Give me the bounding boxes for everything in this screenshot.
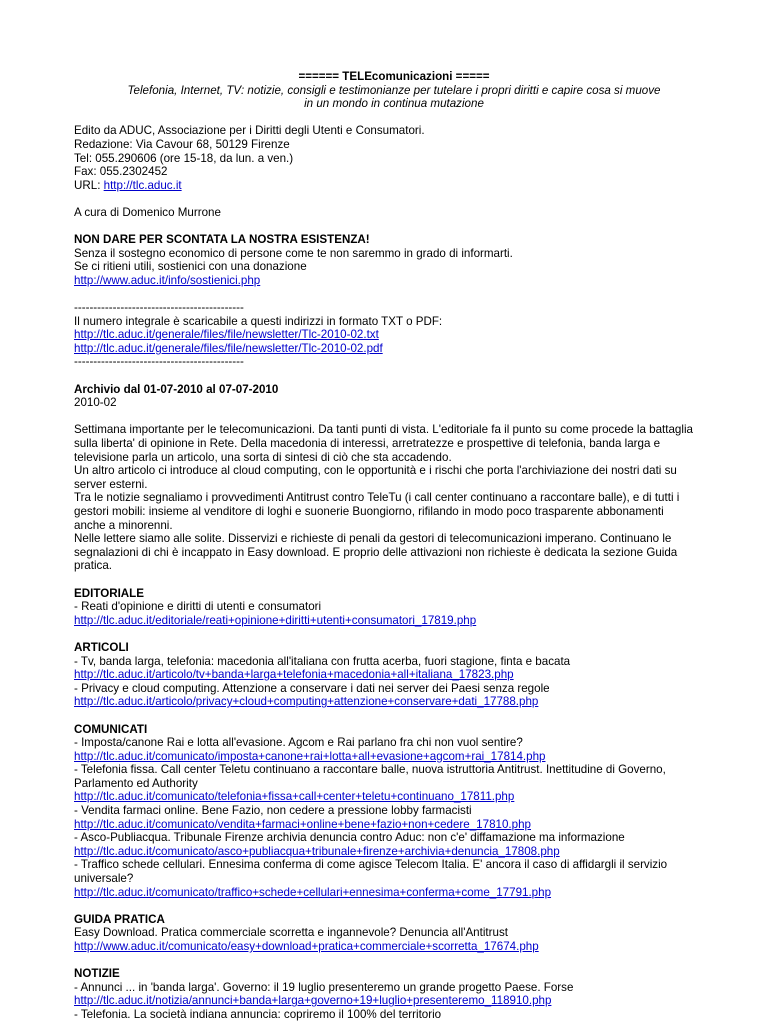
list-item-continuation: universale? [74,872,134,886]
comunicati-section [74,723,714,900]
newsletter-page [74,70,714,1035]
list-item: - Tv, banda larga, telefonia: macedonia all'italiana con frutta acerba, fuori stagione, finta e bacata [74,654,571,668]
guida-link[interactable]: http://www.aduc.it/comunicato/easy+download+pratica+commerciale+scorretta_17674.php [74,940,539,953]
newsletter-header [74,70,714,111]
notizia-link[interactable]: http://tlc.aduc.it/notizia/annunci+banda+larga+governo+19+luglio+presenteremo_118910.php [74,994,552,1008]
divider-bottom: -------------------------------------------- [74,355,244,369]
site-link[interactable]: http://tlc.aduc.it [103,178,182,192]
list-item: - Asco-Publiacqua. Tribunale Firenze archivia denuncia contro Aduc: non c'e' diffamazione ma informazione [74,831,625,845]
notizie-section [74,967,714,1021]
list-item: - Reati d'opinione e diritti di utenti e consumatori [74,600,322,614]
phone-line: Tel: 055.290606 (ore 15-18, da lun. a ven.) [74,151,294,165]
list-item: - Telefonia fissa. Call center Teletu continuano a raccontare balle, nuova istruttoria Antitrust. Inettitudine di Governo, [74,763,666,777]
article-link[interactable]: http://tlc.aduc.it/articolo/tv+banda+larga+telefonia+macedonia+all+italiana_17823.php [74,668,514,682]
list-item: - Annunci ... in 'banda larga'. Governo: il 19 luglio presenteremo un grande progetto Paese. Forse [74,980,574,994]
intro-line: Tra le notizie segnaliamo i provvedimenti Antitrust contro TeleTu (i call center continuano a raccontare balle), e di tutti i [74,491,680,505]
list-item: - Imposta/canone Rai e lotta all'evasione. Agcom e Rai parlano fra chi non vuol sentire? [74,736,523,750]
comunicato-link[interactable]: http://tlc.aduc.it/comunicato/traffico+schede+cellulari+ennesima+conferma+come_17791.php [74,885,552,899]
editor-info [74,124,714,192]
list-item: - Telefonia. La società indiana annuncia: copriremo il 100% del territorio [74,1007,442,1021]
intro-line: gestori mobili: insieme al venditore di loghi e suonerie Buongiorno, rifilando in modo poco trasparente abbonamenti [74,505,664,518]
comunicato-link[interactable]: http://tlc.aduc.it/comunicato/telefonia+fissa+call+center+teletu+continuano_17811.php [74,790,515,804]
intro-line: televisione parla un articolo, una sorta di sintesi di ciò che sta accadendo. [74,450,452,464]
url-label: URL: [74,178,104,192]
guida-section [74,913,714,954]
editor-line: Edito da ADUC, Associazione per i Diritti degli Utenti e Consumatori. [74,124,425,138]
download-text: Il numero integrale è scaricabile a questi indirizzi in formato TXT o PDF: [74,314,443,328]
intro-line: sulla liberta' di opinione in Rete. Della macedonia di interessi, arretratezze e prospettive di telefonia, banda larga e [74,437,661,451]
support-heading: NON DARE PER SCONTATA LA NOSTRA ESISTENZA! [74,233,370,247]
intro-line: Settimana importante per le telecomunicazioni. Da tanti punti di vista. L'editoriale fa il punto su come procede la battaglia [74,423,693,437]
pdf-download-link[interactable]: http://tlc.aduc.it/generale/files/file/newsletter/Tlc-2010-02.pdf [74,341,383,355]
article-link[interactable]: http://tlc.aduc.it/articolo/privacy+cloud+computing+attenzione+conservare+dati_17788.php [74,695,539,709]
archive-section [74,383,714,410]
articoli-heading: ARTICOLI [74,640,129,654]
list-item-continuation: Parlamento ed Authority [74,776,198,790]
archive-heading: Archivio dal 01-07-2010 al 07-07-2010 [74,382,279,396]
comunicato-link[interactable]: http://tlc.aduc.it/comunicato/asco+publiacqua+tribunale+firenze+archivia+denuncia_17808.php [74,844,560,858]
editoriale-link[interactable]: http://tlc.aduc.it/editoriale/reati+opinione+diritti+utenti+consumatori_17819.php [74,613,477,627]
editoriale-section [74,587,714,628]
donation-link[interactable]: http://www.aduc.it/info/sostienici.php [74,273,261,287]
fax-line: Fax: 055.2302452 [74,165,168,179]
comunicato-link[interactable]: http://tlc.aduc.it/comunicato/vendita+farmaci+online+bene+fazio+non+cedere_17810.php [74,817,531,831]
guida-heading: GUIDA PRATICA [74,912,165,926]
list-item: - Traffico schede cellulari. Ennesima conferma di come agisce Telecom Italia. E' ancora il caso di affidargli il servizio [74,858,668,872]
intro-line: pratica. [74,559,113,573]
newsletter-title: ====== TELEcomunicazioni ===== [298,70,490,83]
divider-top: -------------------------------------------- [74,301,244,315]
newsletter-subtitle-line-1: Telefonia, Internet, TV: notizie, consigli e testimonianze per tutelare i propri diritti e capire cosa si muove [127,83,661,97]
support-section [74,233,714,287]
list-item: - Privacy e cloud computing. Attenzione a conservare i dati nei server dei Paesi senza regole [74,681,550,695]
articoli-section [74,641,714,709]
list-item: - Vendita farmaci online. Bene Fazio, non cedere a pressione lobby farmacisti [74,804,472,818]
guida-title: Easy Download. Pratica commerciale scorretta e ingannevole? Denuncia all'Antitrust [74,926,508,940]
notizie-heading: NOTIZIE [74,967,120,981]
intro-paragraph [74,423,714,573]
address-line: Redazione: Via Cavour 68, 50129 Firenze [74,137,290,151]
support-text-2: Se ci ritieni utili, sostienici con una donazione [74,260,307,274]
txt-download-link[interactable]: http://tlc.aduc.it/generale/files/file/newsletter/Tlc-2010-02.txt [74,328,379,342]
intro-line: anche a minorenni. [74,518,173,532]
newsletter-subtitle-line-2: in un mondo in continua mutazione [304,97,484,111]
intro-line: Un altro articolo ci introduce al cloud computing, con le opportunità e i rischi che porta l'archiviazione dei nostri dati su [74,464,677,478]
intro-line: Nelle lettere siamo alle solite. Disservizi e richieste di penali da gestori di telecomunicazioni imperano. Continuano le [74,532,672,546]
intro-line: segnalazioni di chi è incappato in Easy download. E proprio delle attivazioni non richieste è dedicata la sezione Guida [74,545,678,559]
download-section [74,301,714,369]
comunicati-heading: COMUNICATI [74,722,148,736]
curator-line: A cura di Domenico Murrone [74,205,221,219]
issue-number: 2010-02 [74,396,117,410]
support-text-1: Senza il sostegno economico di persone come te non saremmo in grado di informarti. [74,246,513,260]
editoriale-heading: EDITORIALE [74,586,144,600]
intro-line: server esterni. [74,477,148,491]
url-line [74,179,714,193]
comunicato-link[interactable]: http://tlc.aduc.it/comunicato/imposta+canone+rai+lotta+all+evasione+agcom+rai_17814.php [74,749,546,763]
